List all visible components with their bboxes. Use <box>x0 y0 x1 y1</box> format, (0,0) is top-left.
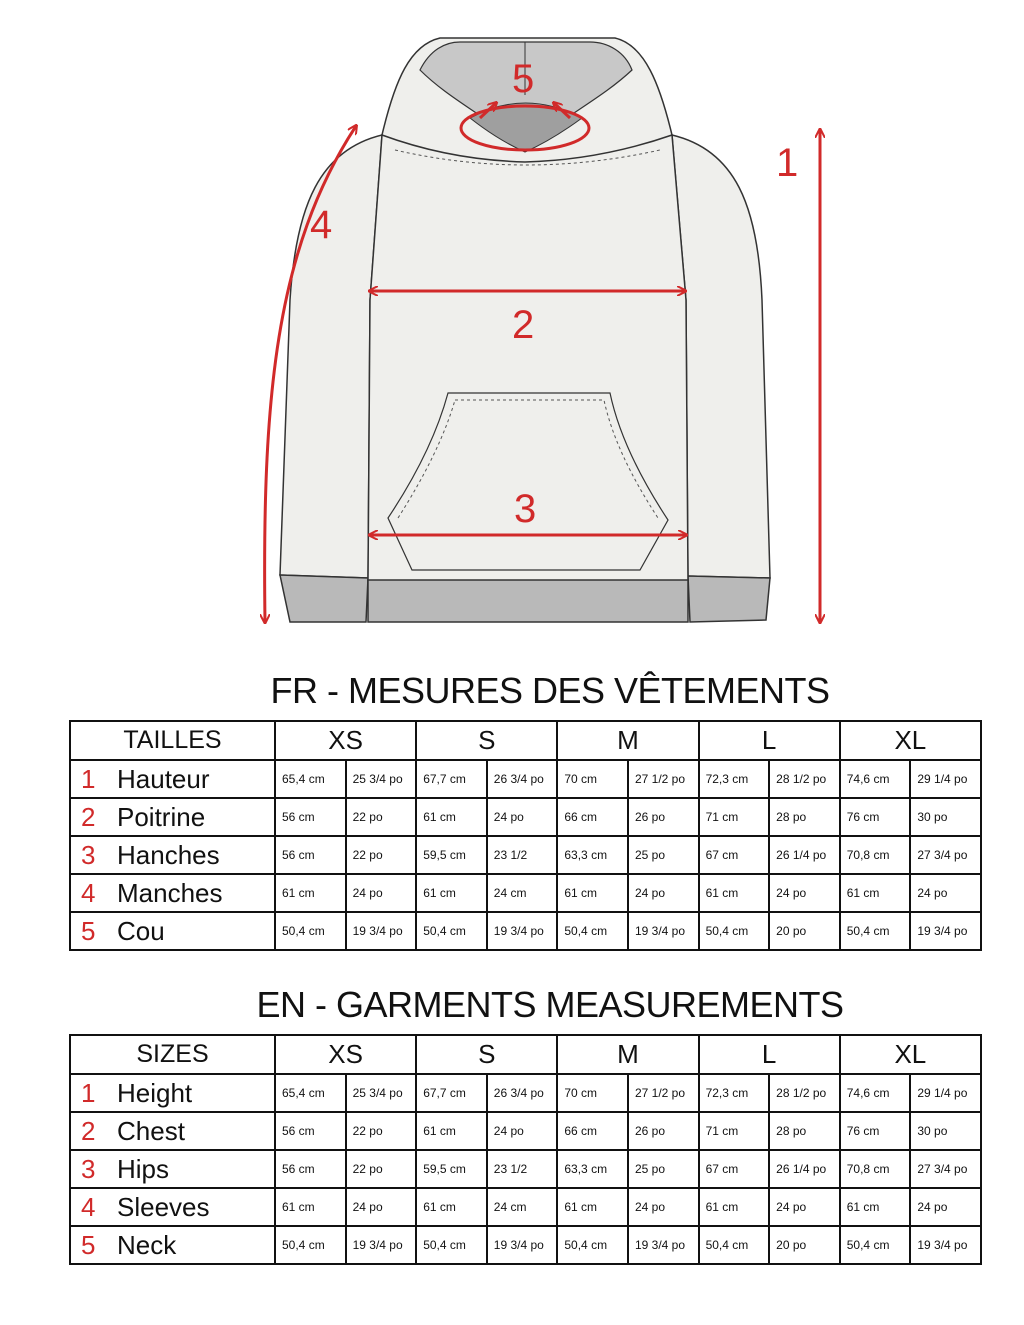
measurement-cell: 23 1/2 <box>487 1150 558 1188</box>
size-m: M <box>557 721 698 760</box>
measurement-cell: 27 1/2 po <box>628 1074 699 1112</box>
measurement-cell: 65,4 cm <box>275 760 346 798</box>
measurement-cell: 61 cm <box>275 1188 346 1226</box>
measurement-cell: 61 cm <box>699 874 770 912</box>
row-label <box>70 1074 275 1112</box>
row-number: 5 <box>81 1229 96 1260</box>
marker-4: 4 <box>310 203 333 247</box>
size-xs: XS <box>275 721 416 760</box>
measurement-cell: 70 cm <box>557 760 628 798</box>
measurement-cell: 67 cm <box>699 1150 770 1188</box>
measurement-cell: 19 3/4 po <box>910 912 981 950</box>
row-number: 4 <box>81 1191 96 1222</box>
left-cuff <box>280 575 368 622</box>
marker-3: 3 <box>514 487 537 531</box>
measurement-cell: 67,7 cm <box>416 1074 487 1112</box>
measurement-cell: 29 1/4 po <box>910 760 981 798</box>
row-label-text: Hauteur <box>117 763 210 794</box>
measurement-cell: 70,8 cm <box>840 1150 911 1188</box>
measurement-cell: 19 3/4 po <box>628 1226 699 1264</box>
size-xl: XL <box>840 1035 981 1074</box>
measurement-cell: 22 po <box>346 798 417 836</box>
measurement-cell: 27 1/2 po <box>628 760 699 798</box>
row-number: 4 <box>81 877 96 908</box>
measurement-cell: 26 po <box>628 1112 699 1150</box>
measurement-cell: 26 po <box>628 798 699 836</box>
row-label-text: Hanches <box>117 839 220 870</box>
row-label <box>70 760 275 798</box>
hoodie-diagram <box>0 0 1024 660</box>
measurement-cell: 50,4 cm <box>416 912 487 950</box>
measurement-cell: 26 3/4 po <box>487 760 558 798</box>
measurement-cell: 50,4 cm <box>275 912 346 950</box>
measurement-cell: 61 cm <box>416 874 487 912</box>
measurement-cell: 26 3/4 po <box>487 1074 558 1112</box>
row-label-text: Cou <box>117 915 165 946</box>
row-number: 2 <box>81 1115 96 1146</box>
row-label <box>70 1112 275 1150</box>
measurement-cell: 24 cm <box>487 874 558 912</box>
measurement-cell: 24 po <box>487 798 558 836</box>
row-label <box>70 874 275 912</box>
table-row <box>70 912 981 950</box>
measurement-cell: 24 po <box>910 1188 981 1226</box>
measurement-cell: 24 po <box>628 1188 699 1226</box>
row-label-text: Neck <box>117 1229 177 1260</box>
row-label-text: Poitrine <box>117 801 206 832</box>
marker-2: 2 <box>512 303 535 347</box>
row-label-text: Sleeves <box>117 1191 210 1222</box>
table-row <box>70 874 981 912</box>
measurement-cell: 71 cm <box>699 1112 770 1150</box>
measurement-cell: 76 cm <box>840 1112 911 1150</box>
row-number: 3 <box>81 839 96 870</box>
measurement-cell: 19 3/4 po <box>487 1226 558 1264</box>
measurement-cell: 24 cm <box>487 1188 558 1226</box>
measurement-cell: 71 cm <box>699 798 770 836</box>
table-row <box>70 836 981 874</box>
table-row <box>70 1226 981 1264</box>
measurement-cell: 28 1/2 po <box>769 1074 840 1112</box>
measurement-cell: 19 3/4 po <box>346 912 417 950</box>
measurement-cell: 50,4 cm <box>840 1226 911 1264</box>
row-number: 3 <box>81 1153 96 1184</box>
row-number: 1 <box>81 763 96 794</box>
measurement-cell: 23 1/2 <box>487 836 558 874</box>
table-header-row <box>70 721 981 760</box>
measurement-cell: 50,4 cm <box>275 1226 346 1264</box>
measurement-cell: 19 3/4 po <box>346 1226 417 1264</box>
measurement-cell: 74,6 cm <box>840 760 911 798</box>
measurement-cell: 56 cm <box>275 1112 346 1150</box>
measurement-cell: 50,4 cm <box>699 912 770 950</box>
measurement-cell: 56 cm <box>275 1150 346 1188</box>
size-l: L <box>699 1035 840 1074</box>
marker-5: 5 <box>512 57 535 101</box>
row-label <box>70 1150 275 1188</box>
measurement-cell: 50,4 cm <box>416 1226 487 1264</box>
sizes-header: SIZES <box>70 1035 275 1074</box>
measurement-cell: 56 cm <box>275 836 346 874</box>
en-size-table <box>69 1034 982 1265</box>
fr-title: FR - MESURES DES VÊTEMENTS <box>270 670 830 711</box>
measurement-cell: 28 po <box>769 798 840 836</box>
measurement-cell: 27 3/4 po <box>910 1150 981 1188</box>
measurement-cell: 25 3/4 po <box>346 760 417 798</box>
measurement-cell: 61 cm <box>416 798 487 836</box>
size-m: M <box>557 1035 698 1074</box>
measurement-cell: 25 po <box>628 836 699 874</box>
measurement-cell: 67,7 cm <box>416 760 487 798</box>
measurement-cell: 67 cm <box>699 836 770 874</box>
measurement-cell: 61 cm <box>416 1188 487 1226</box>
table-row <box>70 1074 981 1112</box>
measurement-cell: 28 po <box>769 1112 840 1150</box>
measurement-cell: 22 po <box>346 836 417 874</box>
measurement-cell: 61 cm <box>840 1188 911 1226</box>
measurement-cell: 66 cm <box>557 1112 628 1150</box>
measurement-cell: 72,3 cm <box>699 1074 770 1112</box>
measurement-cell: 70,8 cm <box>840 836 911 874</box>
row-label-text: Hips <box>117 1153 170 1184</box>
row-label-text: Manches <box>117 877 223 908</box>
measurement-cell: 50,4 cm <box>557 1226 628 1264</box>
measurement-cell: 26 1/4 po <box>769 836 840 874</box>
measurement-cell: 24 po <box>769 874 840 912</box>
left-sleeve <box>280 135 382 578</box>
measurement-cell: 24 po <box>769 1188 840 1226</box>
row-label <box>70 836 275 874</box>
row-number: 5 <box>81 915 96 946</box>
measurement-cell: 50,4 cm <box>557 912 628 950</box>
right-cuff <box>688 576 770 622</box>
measurement-cell: 63,3 cm <box>557 1150 628 1188</box>
size-xs: XS <box>275 1035 416 1074</box>
measurement-cell: 30 po <box>910 798 981 836</box>
measurement-cell: 74,6 cm <box>840 1074 911 1112</box>
measurement-cell: 61 cm <box>699 1188 770 1226</box>
measurement-cell: 19 3/4 po <box>487 912 558 950</box>
measurement-cell: 24 po <box>346 874 417 912</box>
measurement-cell: 24 po <box>346 1188 417 1226</box>
measurement-cell: 29 1/4 po <box>910 1074 981 1112</box>
measurement-cell: 24 po <box>628 874 699 912</box>
size-s: S <box>416 1035 557 1074</box>
measurement-cell: 20 po <box>769 1226 840 1264</box>
measurement-cell: 30 po <box>910 1112 981 1150</box>
measurement-cell: 65,4 cm <box>275 1074 346 1112</box>
size-s: S <box>416 721 557 760</box>
row-label-text: Height <box>117 1077 193 1108</box>
row-label <box>70 912 275 950</box>
row-label-text: Chest <box>117 1115 185 1146</box>
measurement-cell: 61 cm <box>557 874 628 912</box>
row-label <box>70 1226 275 1264</box>
table-row <box>70 798 981 836</box>
measurement-cell: 50,4 cm <box>699 1226 770 1264</box>
measurement-cell: 27 3/4 po <box>910 836 981 874</box>
measurement-cell: 25 po <box>628 1150 699 1188</box>
measurement-cell: 50,4 cm <box>840 912 911 950</box>
measurement-cell: 72,3 cm <box>699 760 770 798</box>
table-row <box>70 760 981 798</box>
measurement-cell: 24 po <box>487 1112 558 1150</box>
measurement-cell: 19 3/4 po <box>910 1226 981 1264</box>
measurement-cell: 61 cm <box>557 1188 628 1226</box>
measurement-cell: 22 po <box>346 1150 417 1188</box>
row-label <box>70 1188 275 1226</box>
size-xl: XL <box>840 721 981 760</box>
measurement-cell: 22 po <box>346 1112 417 1150</box>
waistband <box>368 580 688 622</box>
measurement-cell: 70 cm <box>557 1074 628 1112</box>
measurement-cell: 20 po <box>769 912 840 950</box>
measurement-cell: 24 po <box>910 874 981 912</box>
measurement-cell: 61 cm <box>275 874 346 912</box>
table-row <box>70 1112 981 1150</box>
measurement-cell: 66 cm <box>557 798 628 836</box>
marker-1: 1 <box>776 141 799 185</box>
measurement-cell: 28 1/2 po <box>769 760 840 798</box>
measurement-cell: 76 cm <box>840 798 911 836</box>
row-label <box>70 798 275 836</box>
fr-size-table <box>69 720 982 951</box>
table-row <box>70 1150 981 1188</box>
row-number: 2 <box>81 801 96 832</box>
measurement-cell: 61 cm <box>840 874 911 912</box>
row-number: 1 <box>81 1077 96 1108</box>
table-row <box>70 1188 981 1226</box>
measurement-cell: 26 1/4 po <box>769 1150 840 1188</box>
measurement-cell: 61 cm <box>416 1112 487 1150</box>
table-header-row <box>70 1035 981 1074</box>
measurement-cell: 19 3/4 po <box>628 912 699 950</box>
size-l: L <box>699 721 840 760</box>
sizes-header: TAILLES <box>70 721 275 760</box>
measurement-cell: 59,5 cm <box>416 836 487 874</box>
en-title: EN - GARMENTS MEASUREMENTS <box>256 984 844 1025</box>
measurement-cell: 56 cm <box>275 798 346 836</box>
measurement-cell: 63,3 cm <box>557 836 628 874</box>
measurement-cell: 25 3/4 po <box>346 1074 417 1112</box>
measurement-cell: 59,5 cm <box>416 1150 487 1188</box>
